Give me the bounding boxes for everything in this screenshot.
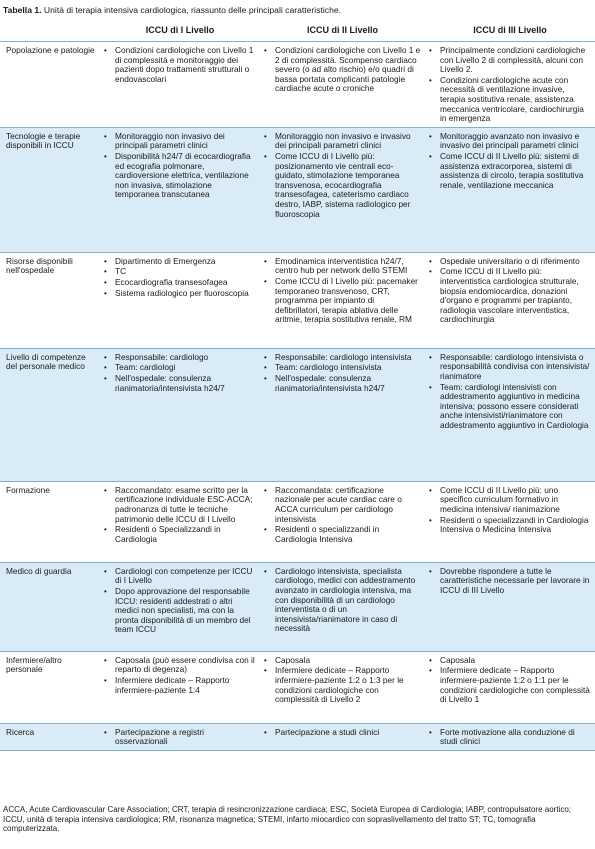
list-item (264, 46, 421, 94)
list-item (264, 567, 421, 634)
list-item-text: Dopo approvazione del responsabile ICCU: residenti addestrati o altri medici non specialisti, ma con la pronta disponibilità di un membro del team ICCU (115, 585, 251, 635)
bullet-icon: • (104, 131, 107, 141)
list-item-text: Residenti o specializzandi in Cardiologia Intensiva (275, 524, 380, 544)
list-item-text: Infermiere dedicate – Rapporto infermiere-paziente 1:4 (115, 674, 230, 695)
table-cell-level-2 (260, 562, 425, 651)
list-item (104, 353, 256, 363)
table-cell-level-3 (425, 562, 595, 651)
list-item (264, 353, 421, 363)
list-item (429, 486, 591, 515)
bullet-list (429, 132, 591, 191)
table-cell-level-2 (260, 651, 425, 723)
table-row (0, 127, 595, 252)
table-row (0, 42, 595, 128)
bullet-icon: • (264, 525, 267, 535)
table-cell-level-1 (100, 562, 260, 651)
bullet-icon: • (264, 352, 267, 362)
list-item (104, 525, 256, 544)
bullet-list (104, 353, 256, 393)
list-item (264, 525, 421, 544)
list-item (104, 257, 256, 267)
bullet-list (429, 46, 591, 124)
bullet-icon: • (429, 655, 432, 665)
list-item-text: Residenti o Specializzandi in Cardiologia (115, 524, 221, 544)
table-caption-text: Unità di terapia intensiva cardiologica, riassunto delle principali caratteristiche. (41, 5, 342, 15)
bullet-icon: • (264, 485, 267, 495)
list-item (264, 486, 421, 524)
list-item-text: Partecipazione a registri osservazionali (115, 726, 205, 747)
bullet-icon: • (104, 675, 107, 685)
bullet-list (429, 567, 591, 596)
row-label: Livello di competenze del personale medico (0, 348, 100, 481)
list-item-text: Monitoraggio non invasivo e invasivo dei principali parametri clinici (275, 130, 411, 151)
table-cell-level-3 (425, 252, 595, 348)
table-cell-level-2 (260, 42, 425, 128)
bullet-icon: • (264, 256, 267, 266)
table-row (0, 252, 595, 348)
bullet-list (264, 353, 421, 393)
table-cell-level-3 (425, 651, 595, 723)
list-item (429, 353, 591, 382)
bullet-icon: • (429, 382, 432, 392)
bullet-icon: • (429, 131, 432, 141)
list-item (104, 656, 256, 675)
list-item (429, 76, 591, 124)
bullet-list (264, 257, 421, 325)
table-cell-level-2 (260, 348, 425, 481)
bullet-icon: • (104, 352, 107, 362)
list-item-text: Nell'ospedale: consulenza rianimatoria/intensivista h24/7 (275, 372, 385, 393)
bullet-list (104, 132, 256, 200)
list-item-text: Responsabile: cardiologo intensivista (275, 351, 412, 362)
bullet-list (264, 728, 421, 738)
bullet-icon: • (429, 352, 432, 362)
list-item (264, 277, 421, 325)
table-caption-label: Tabella 1. (3, 5, 42, 15)
bullet-icon: • (104, 256, 107, 266)
table-cell-level-1 (100, 481, 260, 562)
bullet-icon: • (429, 485, 432, 495)
bullet-icon: • (429, 151, 432, 161)
list-item-text: Infermiere dedicate – Rapporto infermiere-paziente 1:2 o 1:1 per le condizioni cardiologiche con complessità di Livello 1 (440, 665, 590, 705)
table-cell-level-1 (100, 651, 260, 723)
list-item (104, 46, 256, 84)
list-item-text: Caposala (440, 654, 476, 665)
list-item (104, 486, 256, 524)
bullet-icon: • (264, 131, 267, 141)
bullet-icon: • (264, 655, 267, 665)
list-item-text: Come ICCU di II Livello più: uno specifico curriculum formativo in medicina intensiva/ rianimazione (440, 484, 560, 514)
table-body (0, 42, 595, 751)
bullet-icon: • (429, 566, 432, 576)
bullet-list (264, 567, 421, 634)
list-item (429, 383, 591, 431)
list-item-text: Raccomandata: certificazione nazionale per acute cardiac care o ACCA curriculum per cardiologo intensivista (275, 484, 402, 524)
bullet-icon: • (104, 727, 107, 737)
list-item-text: Disponibilità h24/7 di ecocardiografia ed ecografia polmonare, cardioversione elettrica, ventilazione non invasiva, stimolazione temporanea transcutanea (115, 150, 251, 200)
list-item-text: Nell'ospedale: consulenza rianimatoria/intensivista h24/7 (115, 372, 225, 393)
list-item (104, 289, 256, 299)
list-item (264, 257, 421, 276)
bullet-icon: • (104, 485, 107, 495)
row-label: Popolazione e patologie (0, 42, 100, 128)
bullet-icon: • (104, 151, 107, 161)
list-item (429, 666, 591, 704)
list-item-text: Condizioni cardiologiche con Livello 1 e 2 di complessità. Scompenso cardiaco severo (o ad alto rischio) e/o quadri di bassa portata complicanti patologie cardiache acute o croniche (275, 45, 421, 94)
list-item-text: Caposala (275, 654, 311, 665)
iccu-table (0, 18, 595, 751)
bullet-icon: • (429, 267, 432, 277)
list-item (104, 567, 256, 586)
list-item (264, 728, 421, 738)
list-item-text: Cardiologo intensivista, specialista cardiologo, medici con addestramento avanzato in cardiologia intensiva, ma con disponibilità di un cardiologo interventista o di un intensivista/rianimatore in caso di necessità (275, 565, 416, 634)
bullet-icon: • (104, 46, 107, 55)
table-row (0, 723, 595, 750)
table-cell-level-1 (100, 42, 260, 128)
bullet-icon: • (264, 566, 267, 576)
row-label: Formazione (0, 481, 100, 562)
list-item-text: Partecipazione a studi clinici (275, 726, 380, 737)
bullet-icon: • (429, 75, 432, 85)
list-item (264, 132, 421, 151)
header-level-2: ICCU di II Livello (260, 18, 425, 42)
list-item (104, 728, 256, 747)
table-cell-level-3 (425, 127, 595, 252)
bullet-list (104, 656, 256, 695)
bullet-icon: • (429, 256, 432, 266)
bullet-icon: • (429, 515, 432, 525)
list-item-text: Team: cardiologi intensivisti con addestramento aggiuntivo in medicina intensiva; possono essere considerati anche intensivisti/rianimatore con addestramento aggiuntivo in Cardiologia (440, 381, 589, 430)
bullet-icon: • (429, 666, 432, 676)
list-item (429, 46, 591, 75)
list-item (104, 587, 256, 635)
table-cell-level-2 (260, 127, 425, 252)
bullet-list (429, 728, 591, 747)
bullet-icon: • (104, 373, 107, 383)
list-item (104, 363, 256, 373)
list-item-text: Ospedale universitario o di riferimento (440, 255, 580, 266)
bullet-icon: • (429, 727, 432, 737)
bullet-list (104, 257, 256, 298)
list-item (264, 363, 421, 373)
list-item (264, 656, 421, 666)
bullet-list (429, 486, 591, 535)
list-item-text: Condizioni cardiologiche con Livello 1 di complessità e monitoraggio dei pazienti dopo trattamenti strutturali o endovascolari (115, 45, 254, 84)
bullet-icon: • (264, 151, 267, 161)
table-cell-level-1 (100, 127, 260, 252)
bullet-icon: • (104, 566, 107, 576)
bullet-list (264, 46, 421, 94)
bullet-icon: • (104, 277, 107, 287)
list-item (104, 278, 256, 288)
row-label: Ricerca (0, 723, 100, 750)
header-level-3: ICCU di III Livello (425, 18, 595, 42)
table-cell-level-2 (260, 252, 425, 348)
list-item-text: Dipartimento di Emergenza (115, 255, 216, 266)
list-item (429, 132, 591, 151)
list-item-text: Dovrebbe rispondere a tutte le caratteristiche necessarie per lavorare in ICCU di III Livello (440, 565, 590, 595)
list-item-text: Team: cardiologi (115, 362, 176, 373)
list-item-text: Emodinamica interventistica h24/7, centro hub per network dello STEMI (275, 255, 408, 276)
table-header-row (0, 18, 595, 42)
bullet-icon: • (264, 373, 267, 383)
list-item (264, 152, 421, 219)
bullet-list (429, 257, 591, 325)
bullet-list (264, 656, 421, 705)
list-item-text: Cardiologi con competenze per ICCU di I Livello (115, 565, 253, 586)
list-item (429, 656, 591, 666)
list-item (429, 152, 591, 190)
list-item-text: Monitoraggio avanzato non invasivo e invasivo dei principali parametri clinici (440, 130, 580, 151)
table-row (0, 481, 595, 562)
list-item-text: Monitoraggio non invasivo dei principali parametri clinici (115, 130, 225, 151)
header-empty (0, 18, 100, 42)
bullet-icon: • (104, 267, 107, 277)
bullet-list (429, 656, 591, 705)
row-label: Tecnologie e terapie disponibili in ICCU (0, 127, 100, 252)
list-item (429, 567, 591, 596)
bullet-list (104, 46, 256, 84)
table-cell-level-1 (100, 723, 260, 750)
list-item (104, 676, 256, 695)
table-cell-level-1 (100, 348, 260, 481)
list-item (429, 257, 591, 267)
list-item (429, 267, 591, 325)
bullet-list (104, 486, 256, 545)
list-item-text: Come ICCU di II Livello più: interventistica cardiologica strutturale, biopsia endomiocardica, donazioni d'organo e programmi per trapianto, radiologia vascolare interventistica, cardiochirurgia (440, 266, 579, 325)
bullet-icon: • (264, 363, 267, 373)
list-item (429, 728, 591, 747)
list-item-text: Ecocardiografia transesofagea (115, 276, 228, 287)
table-footnote: ACCA, Acute Cardiovascular Care Association; CRT, terapia di resincronizzazione cardiaca; ESC, Società Europea di Cardiologia; IABP, contropulsatore aortico; ICCU, unità di terapia intensiva cardiologica; RM, risonanza magnetica; STEMI, infarto miocardico con sopraslivellamento del tratto ST; TC, tomografia computerizzata. (3, 805, 571, 834)
list-item-text: Forte motivazione alla conduzione di studi clinici (440, 726, 575, 747)
list-item-text: Come ICCU di I Livello più: pacemaker temporaneo transvenoso, CRT, programma per impianto di defibrillatori, terapia ablativa delle aritmie, terapia sostitutiva renale, RM (275, 275, 418, 325)
list-item (264, 666, 421, 704)
list-item-text: Principalmente condizioni cardiologiche con Livello 2 di complessità, alcuni con Livello 2. (440, 45, 586, 75)
list-item-text: Responsabile: cardiologo intensivista o responsabilità condivisa con intensivista/ rianimatore (440, 351, 590, 381)
list-item (104, 132, 256, 151)
bullet-icon: • (264, 727, 267, 737)
bullet-list (264, 486, 421, 545)
bullet-list (104, 728, 256, 747)
row-label: Infermiere/altro personale (0, 651, 100, 723)
list-item (429, 516, 591, 535)
bullet-icon: • (104, 363, 107, 373)
bullet-icon: • (429, 46, 432, 55)
list-item-text: Caposala (può essere condivisa con il reparto di degenza) (115, 654, 255, 675)
table-cell-level-3 (425, 723, 595, 750)
list-item-text: Responsabile: cardiologo (115, 351, 209, 362)
bullet-icon: • (104, 525, 107, 535)
bullet-icon: • (264, 276, 267, 286)
list-item-text: Raccomandato: esame scritto per la certificazione individuale ESC-ACCA; padronanza di tutte le tecniche patrimonio delle ICCU di I Livello (115, 484, 253, 524)
bullet-icon: • (104, 586, 107, 596)
bullet-icon: • (264, 666, 267, 676)
table-row (0, 562, 595, 651)
row-label: Risorse disponibili nell'ospedale (0, 252, 100, 348)
bullet-icon: • (264, 46, 267, 55)
table-cell-level-3 (425, 42, 595, 128)
list-item-text: TC (115, 266, 127, 277)
list-item-text: Condizioni cardiologiche acute con necessità di ventilazione invasive, terapia sostitutiva renale, assistenza meccanica ventricolare, cardiochirurgia in emergenza (440, 74, 584, 124)
list-item-text: Team: cardiologo intensivista (275, 362, 382, 373)
table-caption (3, 5, 341, 16)
table-cell-level-2 (260, 723, 425, 750)
bullet-icon: • (104, 288, 107, 298)
table-cell-level-3 (425, 348, 595, 481)
bullet-list (429, 353, 591, 431)
list-item (104, 374, 256, 393)
bullet-list (104, 567, 256, 635)
table-cell-level-1 (100, 252, 260, 348)
header-level-1: ICCU di I Livello (100, 18, 260, 42)
table-cell-level-2 (260, 481, 425, 562)
table-row (0, 348, 595, 481)
bullet-list (264, 132, 421, 219)
list-item-text: Residenti o specializzandi in Cardiologia Intensiva o Medicina Intensiva (440, 514, 589, 535)
list-item (264, 374, 421, 393)
list-item (104, 152, 256, 200)
list-item (104, 267, 256, 277)
list-item-text: Come ICCU di I Livello più: posizionamento vie centrali eco-guidato, stimolazione temporanea transvenosa, ecocardiografia transesofagea, cateterismo cardiaco destro, IABP, sistema radiologico per fluoroscopia (275, 150, 411, 219)
row-label: Medico di guardia (0, 562, 100, 651)
bullet-icon: • (104, 655, 107, 665)
list-item-text: Infermiere dedicate – Rapporto infermiere-paziente 1:2 o 1:3 per le condizioni cardiologiche con complessità di Livello 2 (275, 665, 404, 705)
list-item-text: Come ICCU di II Livello più: sistemi di assistenza extracorporea, sistemi di assistenza di circolo, terapia sostitutiva renale, ventilazione meccanica (440, 150, 584, 190)
table-cell-level-3 (425, 481, 595, 562)
table-row (0, 651, 595, 723)
list-item-text: Sistema radiologico per fluoroscopia (115, 287, 249, 298)
